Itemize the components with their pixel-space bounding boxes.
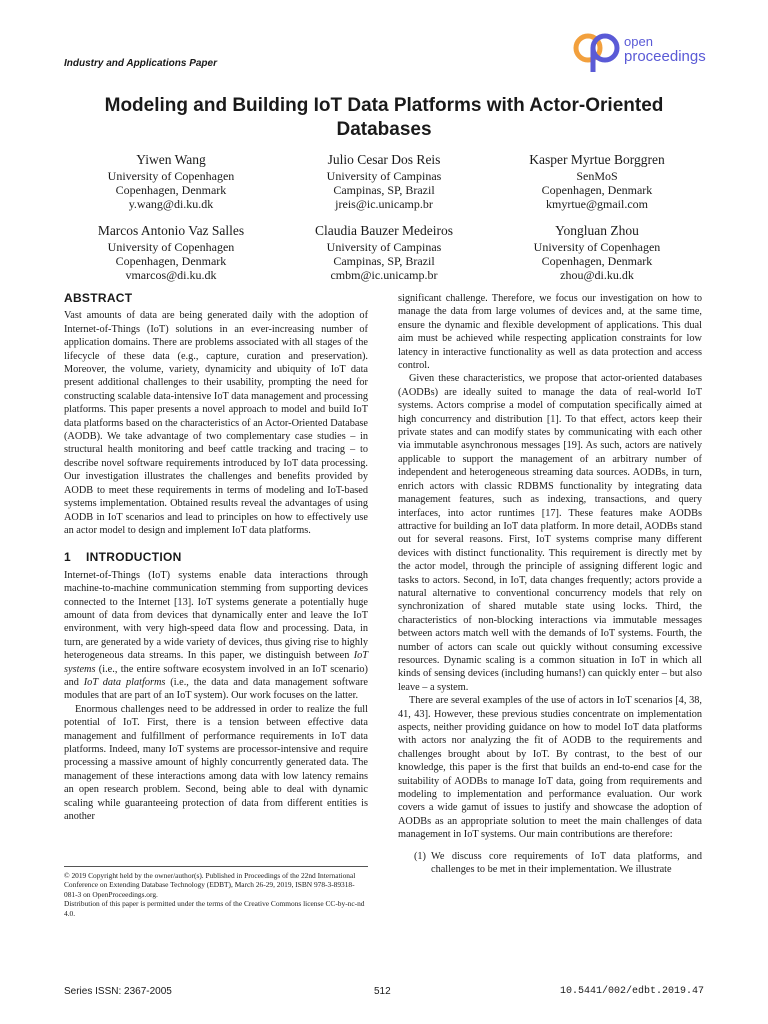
author-email: vmarcos@di.ku.dk <box>125 268 217 282</box>
license-notice: Distribution of this paper is permitted under the terms of the Creative Commons license CC-by-nc-nd 4.0. <box>64 899 365 918</box>
author-location: Copenhagen, Denmark <box>541 254 653 268</box>
intro-text-b: (i.e., the entire software ecosystem involved in an IoT scenario) and <box>64 663 368 688</box>
author-location: Copenhagen, Denmark <box>115 254 227 268</box>
doi-link[interactable]: 10.5441/002/edbt.2019.47 <box>559 986 704 997</box>
intro-paragraph-continued: significant challenge. Therefore, we focus our investigation on how to manage the data from large volumes of devices and, at the same time, ensure the dynamic and flexible development of applications. This dual aim must be achieved while respecting application constraints for low latency in interactive functionality as well as data protection and access control. <box>398 293 702 372</box>
author-affiliation: University of Campinas <box>326 169 442 183</box>
contribution-text: We discuss core requirements of IoT data platforms, and challenges to be met in their implementation. We illustrate <box>431 850 702 876</box>
author-card <box>490 223 704 282</box>
contribution-list-item <box>398 850 702 877</box>
abstract-text: Vast amounts of data are being generated daily with the adoption of Internet-of-Things (IoT) solutions in an ever-increasing number of application domains. There are problems associated with all stages of the lifecycle of these data (e.g., capture, curation and preservation). Moreover, the volume, variety, dynamicity and ubiquity of IoT data present additional challenges to their usability, prompting the need for constructing scalable data-intensive IoT data management and processing platforms. This paper presents a novel approach to model and build IoT data platforms based on the characteristics of an Actor-Oriented Database (AODB). We take advantage of two complementary case studies – in structural health monitoring and beef cattle tracking and tracing – to describe novel software requirements introduced by IoT data processing. Our investigation illustrates the challenges and benefits provided by AODB to meet these requirements in terms of modeling and IoT-based systems implementation. Obtained results reveal the advantages of using AODB in IoT scenarios and lead to principles on how to effectively use an actor model to design and implement IoT data platforms. <box>64 310 368 536</box>
intro-paragraph-4: There are several examples of the use of actors in IoT scenarios [4, 38, 41, 43]. However, these previous studies concentrate on implementation aspects, neither providing guidance on how to model IoT data platforms with actors nor analyzing the fit of AODB to the requirements and challenges brought about by IoT. By contrast, to the best of our knowledge, this paper is the first that builds an end-to-end case for the suitability of AODBs to manage IoT data, going from requirements and modeling to implementation and performance evaluation. Our work covers a wide gamut of issues to justify and showcase the adoption of AODBs as an appropriate solution to meet the main challenges of data management in IoT systems. Our main contributions are therefore: <box>398 695 702 841</box>
author-email: jreis@ic.unicamp.br <box>335 197 433 211</box>
author-location: Campinas, SP, Brazil <box>333 183 435 197</box>
logo-word-open: open <box>624 34 653 49</box>
intro-term-iot-data-platforms: IoT data platforms <box>83 676 166 688</box>
author-affiliation: University of Campinas <box>326 240 442 254</box>
contribution-number: (1) <box>413 850 426 862</box>
introduction-heading <box>64 551 368 564</box>
intro-paragraph-3: Given these characteristics, we propose that actor-oriented databases (AODBs) are ideally suited to manage the data of real-world IoT systems. Actors comprise a model of computation specifically aimed at high concurrency and distribution [1]. To that effect, actors keep their private states and can modify states by communicating with each other via immutable asynchronous messages [19]. As such, actors are natively applicable to support the management of an arbitrary number of independent and heterogeneous streaming data sources. AODBs, in turn, enrich actors with classic RDBMS functionality by integrating data management features, such as indexing, transactions, and query interfaces, into actor runtimes [17]. These features make AODBs attractive for building an IoT data platform. In more detail, AODBs stand out for several reasons. First, IoT systems comprise many different devices with distinct functionality. This requirement is directly met by the actor model, through the principle of assigning different logic and tasks to actors. Second, in IoT, data changes frequently; actors provide a natural alternative to conventional concurrency models that rely on synchronization of shared mutable state using locks. Third, the characteristics of non-blocking interactions via immutable messages between actors match well with the demands of IoT systems. Fourth, the number of actors can scale out quickly without consuming excessive resources. Dynamic scaling is a common situation in IoT in which all kinds of sensing devices (including humans!) can quickly enter – but also leave – a system. <box>398 373 702 693</box>
logo-word-proceedings: proceedings <box>624 48 706 65</box>
page-number: 512 <box>374 986 391 997</box>
copyright-notice: © 2019 Copyright held by the owner/author(s). Published in Proceedings of the 22nd International Conference on Extending Database Technology (EDBT), March 26-29, 2019, ISBN 978-3-89318-081-3 on OpenProceedings.org. <box>64 871 356 899</box>
abstract-heading: ABSTRACT <box>64 291 133 305</box>
right-column <box>398 292 702 876</box>
open-proceedings-logo <box>572 30 712 76</box>
author-card <box>64 223 278 282</box>
author-email: kmyrtue@gmail.com <box>545 197 649 211</box>
author-location: Campinas, SP, Brazil <box>333 254 435 268</box>
author-card <box>277 223 491 282</box>
author-affiliation: University of Copenhagen <box>533 240 661 254</box>
author-affiliation: University of Copenhagen <box>107 169 235 183</box>
copyright-footnote <box>64 866 368 918</box>
author-name: Claudia Bauzer Medeiros <box>315 223 453 238</box>
intro-text-a: Internet-of-Things (IoT) systems enable data interactions through machine-to-machine communication stemming from supporting devices connected to the Internet [13]. IoT systems generate a potentially huge amount of data from devices that dynamically enter and leave the IoT environment, with very high-speed data flow and processing. Data, in turn, are generated by a wide variety of devices, thus giving rise to highly heterogeneous data streams. In this paper, we distinguish between <box>64 569 368 662</box>
author-card <box>277 152 491 211</box>
series-issn: Series ISSN: 2367-2005 <box>64 986 172 997</box>
author-email: y.wang@di.ku.dk <box>128 197 214 211</box>
intro-text-c: (i.e., the data and data management software modules that are part of an IoT system). Our work focuses on the latter. <box>64 676 368 702</box>
author-card <box>490 152 704 211</box>
author-name: Julio Cesar Dos Reis <box>327 152 441 167</box>
author-name: Yongluan Zhou <box>555 223 639 238</box>
author-card <box>64 152 278 211</box>
author-email: zhou@di.ku.dk <box>560 268 634 282</box>
author-email: cmbm@ic.unicamp.br <box>330 268 438 282</box>
intro-paragraph-1 <box>64 569 368 703</box>
author-affiliation: SenMoS <box>576 169 618 183</box>
author-location: Copenhagen, Denmark <box>541 183 653 197</box>
section-title: INTRODUCTION <box>86 550 182 565</box>
paper-title: Modeling and Building IoT Data Platforms with Actor-Oriented Databases <box>104 95 664 140</box>
paper-type-label: Industry and Applications Paper <box>64 58 217 69</box>
logo-wordmark <box>624 34 706 64</box>
intro-paragraph-2: Enormous challenges need to be addressed in order to realize the full potential of IoT. First, there is a tension between effective data management and fulfillment of performance requirements in IoT data platforms. Indeed, many IoT systems are processor-intensive and require processing a massive amount of highly concurrently generated data. The management of these interactions among data with low latency remains an open research problem. Second, being able to deal with dynamic scaling while guaranteeing protection of data from different entities is another <box>64 703 368 823</box>
author-name: Marcos Antonio Vaz Salles <box>97 223 245 238</box>
section-number: 1 <box>64 550 71 565</box>
left-column <box>64 292 368 823</box>
intro-term-iot-systems: IoT systems <box>64 650 368 675</box>
author-name: Kasper Myrtue Borggren <box>529 152 665 167</box>
author-location: Copenhagen, Denmark <box>115 183 227 197</box>
author-affiliation: University of Copenhagen <box>107 240 235 254</box>
open-proceedings-logo-icon <box>572 30 622 76</box>
author-name: Yiwen Wang <box>136 152 206 167</box>
